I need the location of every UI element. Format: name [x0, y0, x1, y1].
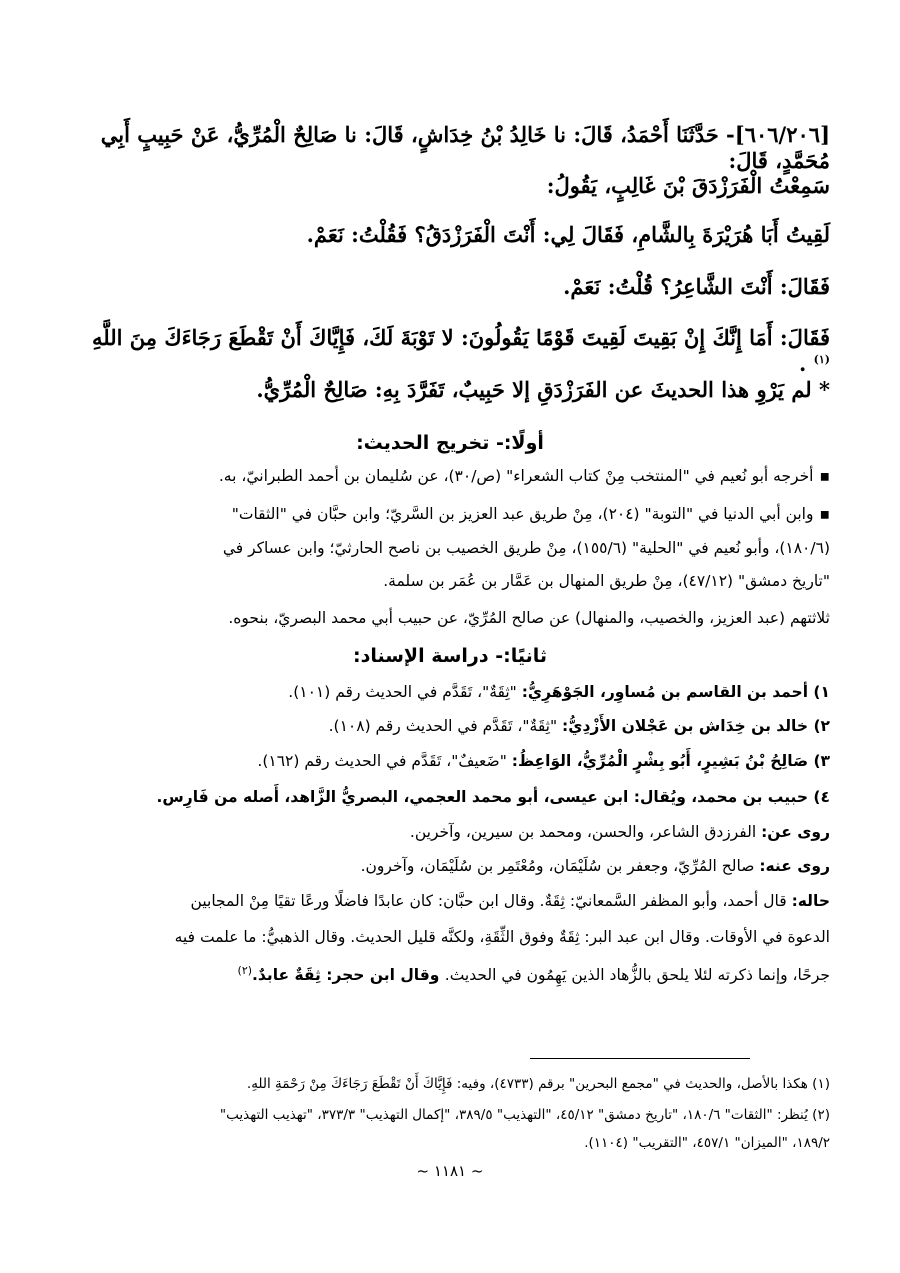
footnote-ref-1: (١) — [813, 353, 830, 367]
hadith-line-1: [٦٠٦/٢٠٦]- حَدَّثَنَا أَحْمَدُ، قَالَ: نا خَالِدُ بْنُ خِدَاشٍ، قَالَ: نا صَالِحٌ الْمُرِّيُّ، عَنْ حَبِيبٍ أَبِي مُحَمَّدٍ، قَالَ: — [100, 122, 830, 174]
rawa-an — [70, 823, 830, 842]
rawa-anhu-text: صالح المُرِّيّ، وجعفر بن سُلَيْمَان، ومُعْتَمِر بن سُلَيْمَان، وآخرون. — [360, 857, 760, 875]
rawa-an-text: الفرزدق الشاعر، والحسن، ومحمد بن سيرين، وآخرين. — [409, 823, 762, 841]
footnote-divider — [530, 1058, 750, 1059]
hal-label: حاله: — [791, 892, 830, 910]
hal-line-3-text: جرحًا، وإنما ذكرته لئلا يلحق بالزُّهاد الذين يَهِمُون في الحديث. — [444, 966, 830, 985]
rawa-anhu — [70, 857, 830, 876]
hadith-note-line: * لم يَرْوِ هذا الحديثَ عن الفَرَزْدَقِ إلا حَبِيبٌ، تَفَرَّدَ بِهِ: صَالِحٌ الْمُرِّيُّ. — [256, 377, 830, 402]
takhrij-summary: ثلاثتهم (عبد العزيز، والخصيب، والمنهال) عن صالح المُرِّيّ، عن حبيب أبي محمد البصريّ، بنحوه. — [228, 609, 830, 627]
narrator-2-name: ٢) خالد بن خِدَاش بن عَجْلان الأَزْدِيُّ: — [562, 717, 830, 735]
page-number: ~ ١١٨١ ~ — [416, 1162, 484, 1180]
takhrij-bullet-2-text: وابن أبي الدنيا في "التوبة" (٢٠٤)، مِنْ طريق عبد العزيز بن السَّريّ؛ وابن حبَّان في "الثقات" — [231, 505, 814, 523]
narrator-3-name: ٣) صَالِحُ بْنُ بَشِيرٍ، أَبُو بِشْرٍ الْمُرِّيُّ، الوَاعِظُ: — [511, 752, 830, 770]
hal-line-1 — [70, 892, 830, 911]
hal-line-3-bold: وقال ابن حجر: ثِقَةٌ عابدٌ. — [252, 966, 445, 985]
narrator-3-grade: "ضَعيفٌ"، تَقَدَّم في الحديث رقم (١٦٢). — [257, 752, 512, 770]
narrator-4: ٤) حبيب بن محمد، ويُقال: ابن عيسى، أبو محمد العجمي، البصريُّ الزَّاهد، أَصله من فَارِس. — [156, 788, 830, 806]
footnote-1: (١) هكذا بالأصل، والحديث في "مجمع البحرين" برقم (٤٧٣٣)، وفيه: فَإِيَّاكَ أَنْ تَقْطَعَ رَجَاءَكَ مِنْ رَحْمَةِ اللهِ. — [246, 1076, 830, 1092]
hadith-line-2: سَمِعْتُ الْفَرَزْدَقَ بْنَ غَالِبٍ، يَقُولُ: — [546, 173, 830, 198]
narrator-2 — [70, 717, 830, 736]
takhrij-bullet-1 — [70, 467, 830, 486]
footnote-ref-2: (٢) — [237, 964, 253, 977]
footnote-2-line-2: ١٨٩/٢، "الميزان" ٤٥٧/١، "التقريب" (١١٠٤). — [584, 1135, 830, 1151]
section-title-takhrij: أولًا:- تخريج الحديث: — [356, 432, 544, 454]
narrator-1 — [70, 683, 830, 702]
takhrij-bullet-2-line-1 — [70, 505, 830, 524]
hal-line-2: الدعوة في الأوقات. وقال ابن عبد البر: ثِقَةٌ وفوق الثِّقَةِ، ولكنَّه قليل الحديث. وقال الذهبيُّ: ما علمت فيه — [174, 928, 830, 946]
hal-line-1-text: قال أحمد، وأبو المظفر السَّمعانيّ: ثِقَةٌ. وقال ابن حبَّان: كان عابدًا فاضلًا ورعًا تقيًا مِنْ المجابين — [190, 892, 792, 910]
hal-line-3 — [70, 964, 830, 986]
hadith-line-5-end: . — [799, 351, 807, 377]
rawa-anhu-label: روى عنه: — [759, 857, 830, 875]
rawa-an-label: روى عن: — [761, 823, 830, 841]
takhrij-bullet-2-line-3: "تاريخ دمشق" (٤٧/١٢)، مِنْ طريق المنهال بن عَمَّار بن عُمَر بن سلمة. — [383, 572, 830, 590]
narrator-1-name: ١) أحمد بن القاسم بن مُساوِر، الجَوْهَرِيُّ: — [521, 683, 830, 701]
section-title-isnad: ثانيًا:- دراسة الإسناد: — [353, 645, 547, 667]
narrator-3 — [70, 752, 830, 771]
hadith-line-5 — [70, 325, 830, 378]
hadith-line-3: لَقِيتُ أَبَا هُرَيْرَةَ بِالشَّامِ، فَقَالَ لِي: أَنْتَ الْفَرَزْدَقُ؟ فَقُلْتُ: نَعَمْ. — [306, 222, 830, 247]
narrator-2-grade: "ثِقَةٌ"، تَقَدَّم في الحديث رقم (١٠٨). — [328, 717, 563, 735]
footnote-2-line-1: (٢) يُنظر: "الثقات" ١٨٠/٦، "تاريخ دمشق" ٤٥/١٢، "التهذيب" ٣٨٩/٥، "إكمال التهذيب" ٣٧٣/٣، "تهذيب التهذيب" — [219, 1107, 830, 1123]
narrator-1-grade: "ثِقَةٌ"، تَقَدَّم في الحديث رقم (١٠١). — [288, 683, 522, 701]
takhrij-bullet-1-text: أخرجه أبو نُعيم في "المنتخب مِنْ كتاب الشعراء" (ص/٣٠)، عن سُليمان بن أحمد الطبرانيّ، به. — [218, 467, 814, 485]
hadith-line-4: فَقَالَ: أَنْتَ الشَّاعِرُ؟ قُلْتُ: نَعَمْ. — [563, 274, 830, 299]
hadith-line-5-text: فَقَالَ: أَمَا إِنَّكَ إِنْ بَقِيتَ لَقِيتَ قَوْمًا يَقُولُونَ: لا تَوْبَةَ لَكَ، فَإِيَّاكَ أَنْ تَقْطَعَ رَجَاءَكَ مِنَ اللَّهِ — [92, 325, 830, 350]
takhrij-bullet-2-line-2: (١٨٠/٦)، وأبو نُعيم في "الحلية" (١٥٥/٦)، مِنْ طريق الخصيب بن ناصح الحارثيّ؛ وابن عساكر في — [222, 539, 830, 557]
